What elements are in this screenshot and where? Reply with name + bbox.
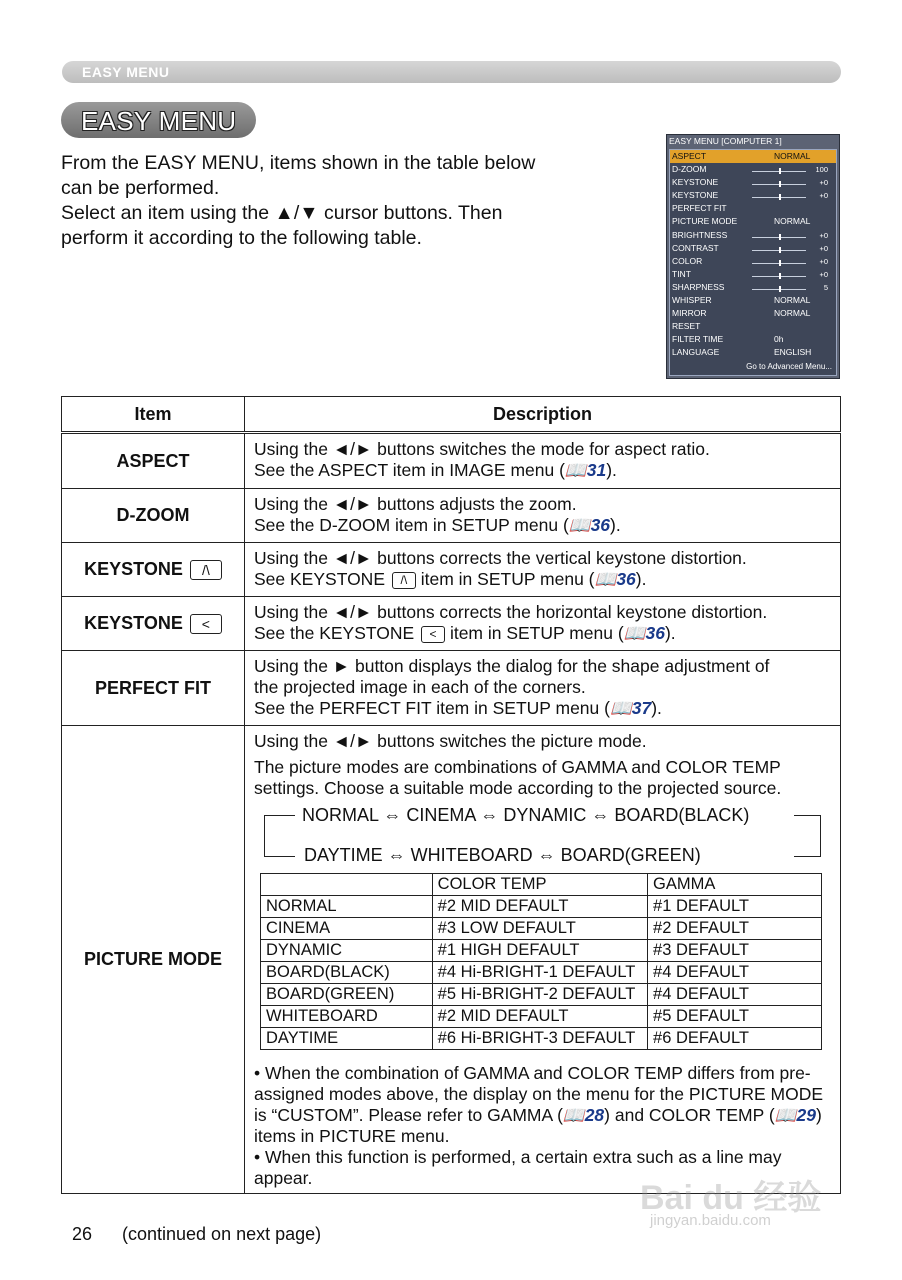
osd-goto-advanced: [670, 360, 836, 373]
page-reference: 29: [796, 1105, 816, 1125]
osd-menu-item: [670, 268, 836, 281]
book-ref-icon: 📖: [564, 460, 587, 480]
note-2: • When this function is performed, a certain extra such as a line may appear.: [254, 1147, 782, 1188]
osd-item-value: ENGLISH: [774, 347, 812, 358]
osd-item-label: ASPECT: [672, 151, 707, 161]
book-ref-icon: 📖: [623, 623, 646, 643]
sub-cell: WHITEBOARD: [261, 1006, 433, 1028]
osd-menu-item: [670, 202, 836, 215]
osd-slider: [752, 197, 806, 198]
picture-mode-settings-table: [260, 873, 822, 1050]
osd-item-label: KEYSTONE: [672, 190, 719, 201]
table-row: [62, 726, 841, 1194]
osd-item-value: NORMAL: [774, 308, 811, 319]
osd-menu-item: [670, 189, 836, 202]
page-reference: 36: [590, 515, 611, 535]
osd-item-value: NORMAL: [774, 295, 811, 306]
description-keystone-horizontal: [245, 597, 841, 651]
osd-item-value: +0: [819, 191, 828, 201]
osd-menu-item: [670, 242, 836, 255]
table-row: [62, 433, 841, 489]
sub-cell: CINEMA: [261, 918, 433, 940]
osd-item-label: TINT: [672, 268, 691, 279]
description-line: See the D-ZOOM item in SETUP menu (📖36).: [254, 515, 621, 535]
page-reference: 36: [616, 569, 636, 589]
page-number: 26: [72, 1224, 93, 1244]
sub-cell: NORMAL: [261, 896, 433, 918]
description-line: Using the ◄/► buttons adjusts the zoom.: [254, 494, 577, 514]
intro-line: Select an item using the ▲/▼ cursor buttons. Then: [61, 202, 503, 224]
osd-item-value: +0: [819, 230, 828, 240]
osd-slider: [752, 184, 806, 185]
column-header-description: Description: [245, 397, 841, 433]
description-aspect: [245, 433, 841, 489]
page-title: EASY MENU: [81, 106, 237, 136]
table-row: [62, 651, 841, 726]
description-line: See the KEYSTONE < item in SETUP menu (📖36).: [254, 623, 676, 643]
osd-item-label: D-ZOOM: [672, 164, 707, 175]
osd-menu-item: [670, 215, 836, 228]
intro-line: From the EASY MENU, items shown in the table below: [61, 152, 536, 174]
note-1: • When the combination of GAMMA and COLOR TEMP differs from pre-assigned modes above, the display on the menu for the PICTURE MODE is “CUSTOM”. Please refer to GAMMA (📖28) and COLOR TEMP (📖29) items in PICTURE menu.: [254, 1063, 824, 1146]
osd-slider: [752, 276, 806, 277]
osd-title: EASY MENU [COMPUTER 1]: [669, 136, 782, 146]
item-aspect: ASPECT: [62, 433, 245, 489]
cycle-arrow-left: [264, 815, 295, 857]
osd-item-label: PICTURE MODE: [672, 216, 738, 227]
osd-slider: [752, 171, 806, 172]
page-title-pill: [61, 102, 256, 138]
osd-menu-item: [670, 176, 836, 189]
osd-menu-item: [670, 229, 836, 242]
sub-header-cell: GAMMA: [648, 874, 822, 896]
osd-item-value: +0: [819, 243, 828, 253]
osd-item-label: PERFECT FIT: [672, 203, 727, 214]
osd-menu-item: [670, 320, 836, 333]
table-row: [261, 918, 822, 940]
sub-cell: #4 DEFAULT: [648, 962, 822, 984]
osd-goto-label: Go to Advanced Menu...: [746, 361, 832, 371]
osd-item-value: +0: [819, 178, 828, 188]
osd-slider: [752, 263, 806, 264]
page-reference: 28: [584, 1105, 605, 1125]
osd-item-value: 0h: [774, 334, 784, 345]
continued-note: (continued on next page): [122, 1224, 322, 1244]
book-ref-icon: 📖: [562, 1105, 585, 1125]
sub-cell: #2 DEFAULT: [648, 918, 822, 940]
osd-item-value: 5: [823, 282, 828, 292]
table-row: [261, 896, 822, 918]
osd-menu-item: [670, 346, 836, 359]
sub-cell: #3 LOW DEFAULT: [432, 918, 647, 940]
sub-cell: DYNAMIC: [261, 940, 433, 962]
osd-slider: [752, 289, 806, 290]
description-line: Using the ► button displays the dialog for the shape adjustment of: [254, 656, 770, 676]
osd-item-label: BRIGHTNESS: [672, 229, 728, 240]
sub-header-cell: [261, 874, 433, 896]
book-ref-icon: 📖: [594, 569, 617, 589]
item-d-zoom: D-ZOOM: [62, 489, 245, 543]
item-keystone-horizontal: KEYSTONE <: [62, 597, 245, 651]
osd-item-label: CONTRAST: [672, 242, 719, 253]
section-header-label: EASY MENU: [82, 64, 170, 80]
osd-item-label: KEYSTONE: [672, 177, 719, 188]
osd-item-label: SHARPNESS: [672, 281, 725, 292]
osd-item-label: RESET: [672, 321, 701, 332]
easy-menu-table: [61, 396, 841, 1194]
item-perfect-fit: PERFECT FIT: [62, 651, 245, 726]
sub-cell: BOARD(GREEN): [261, 984, 433, 1006]
sub-cell: #5 Hi-BRIGHT-2 DEFAULT: [432, 984, 647, 1006]
sub-cell: #6 DEFAULT: [648, 1028, 822, 1050]
item-picture-mode: PICTURE MODE: [62, 726, 245, 1194]
sub-cell: #1 HIGH DEFAULT: [432, 940, 647, 962]
intro-line: perform it according to the following table.: [61, 227, 422, 249]
osd-item-value: NORMAL: [774, 216, 811, 227]
sub-cell: #4 Hi-BRIGHT-1 DEFAULT: [432, 962, 647, 984]
column-header-item: Item: [62, 397, 245, 433]
description-d-zoom: [245, 489, 841, 543]
description-picture-mode: [245, 726, 841, 1194]
table-row: [261, 1028, 822, 1050]
intro-line: can be performed.: [61, 177, 220, 199]
sub-cell: BOARD(BLACK): [261, 962, 433, 984]
item-keystone-vertical: KEYSTONE /\: [62, 543, 245, 597]
sub-cell: #6 Hi-BRIGHT-3 DEFAULT: [432, 1028, 647, 1050]
table-row: [261, 940, 822, 962]
table-row: [62, 597, 841, 651]
table-row: [62, 489, 841, 543]
keystone-horizontal-icon: <: [190, 614, 222, 634]
osd-menu-item: [670, 307, 836, 320]
book-ref-icon: 📖: [774, 1105, 797, 1125]
table-row: [261, 984, 822, 1006]
osd-menu-item: [670, 150, 836, 163]
sub-header-cell: COLOR TEMP: [432, 874, 647, 896]
intro-text: [61, 151, 621, 251]
osd-item-value: +0: [819, 256, 828, 266]
description-line: Using the ◄/► buttons corrects the vertical keystone distortion.: [254, 548, 747, 568]
table-row: [261, 962, 822, 984]
osd-item-label: FILTER TIME: [672, 334, 724, 345]
cycle-line-1: NORMAL ⇔ CINEMA ⇔ DYNAMIC ⇔ BOARD(BLACK): [302, 805, 750, 825]
osd-item-label: MIRROR: [672, 308, 707, 319]
keystone-vertical-icon: /\: [392, 572, 416, 589]
osd-menu-item: [670, 294, 836, 307]
sub-cell: #2 MID DEFAULT: [432, 896, 647, 918]
watermark-url: jingyan.baidu.com: [650, 1212, 771, 1229]
page-reference: 37: [631, 698, 652, 718]
easy-menu-osd-screenshot: [666, 134, 840, 379]
sub-cell: #3 DEFAULT: [648, 940, 822, 962]
page-reference: 31: [586, 460, 607, 480]
watermark: Bai du 经验: [640, 1179, 822, 1217]
book-ref-icon: 📖: [609, 698, 632, 718]
description-line: Using the ◄/► buttons corrects the horizontal keystone distortion.: [254, 602, 768, 622]
osd-menu-item: [670, 255, 836, 268]
osd-menu-item: [670, 333, 836, 346]
keystone-horizontal-icon: <: [421, 626, 445, 643]
osd-menu-item: [670, 163, 836, 176]
osd-item-value: 100: [815, 165, 828, 175]
description-keystone-vertical: [245, 543, 841, 597]
picture-mode-cycle-diagram: [254, 805, 832, 867]
description-paragraph: The picture modes are combinations of GAMMA and COLOR TEMP settings. Choose a suitable mode according to the projected source.: [254, 757, 782, 798]
table-row: [261, 874, 822, 896]
description-line: See the PERFECT FIT item in SETUP menu (📖37).: [254, 698, 662, 718]
osd-menu-list: [669, 149, 837, 376]
description-line: the projected image in each of the corners.: [254, 677, 586, 697]
sub-cell: DAYTIME: [261, 1028, 433, 1050]
page-reference: 36: [645, 623, 665, 643]
osd-menu-item: [670, 281, 836, 294]
osd-item-value: NORMAL: [774, 151, 811, 161]
osd-slider: [752, 250, 806, 251]
book-ref-icon: 📖: [568, 515, 591, 535]
description-perfect-fit: [245, 651, 841, 726]
section-header-bar: [62, 61, 841, 83]
sub-cell: #2 MID DEFAULT: [432, 1006, 647, 1028]
sub-cell: #5 DEFAULT: [648, 1006, 822, 1028]
keystone-vertical-icon: /\: [190, 560, 222, 580]
osd-item-label: WHISPER: [672, 295, 712, 306]
table-row: [62, 543, 841, 597]
osd-item-label: LANGUAGE: [672, 347, 720, 358]
description-line: Using the ◄/► buttons switches the picture mode.: [254, 731, 647, 751]
sub-cell: #4 DEFAULT: [648, 984, 822, 1006]
osd-slider: [752, 237, 806, 238]
description-line: See the ASPECT item in IMAGE menu (📖31).: [254, 460, 617, 480]
osd-item-value: +0: [819, 269, 828, 279]
cycle-line-2: DAYTIME ⇔ WHITEBOARD ⇔ BOARD(GREEN): [304, 845, 701, 865]
cycle-arrow-right: [794, 815, 821, 857]
sub-cell: #1 DEFAULT: [648, 896, 822, 918]
table-row: [261, 1006, 822, 1028]
description-line: See KEYSTONE /\ item in SETUP menu (📖36).: [254, 569, 647, 589]
osd-item-label: COLOR: [672, 255, 703, 266]
description-line: Using the ◄/► buttons switches the mode for aspect ratio.: [254, 439, 710, 459]
